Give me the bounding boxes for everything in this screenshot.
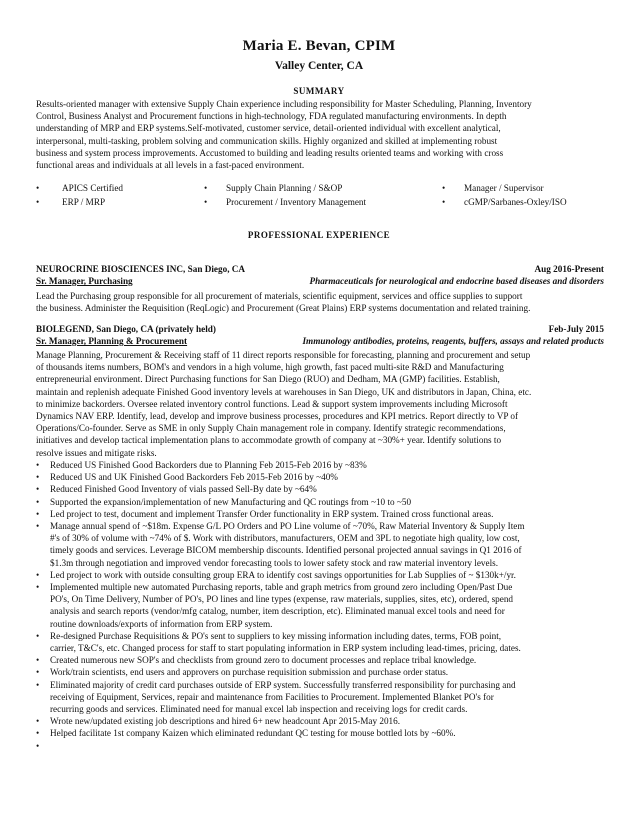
achievement-list [36, 459, 604, 751]
achievement-line: Led project to work with outside consulting group ERA to identify cost savings opportunities for Lab Supplies of ~ $130k+/yr. [50, 569, 516, 580]
job-description-line: to minimize backorders. Oversee related inventory control functions. Lead & support system improvements including Microsoft [36, 398, 508, 409]
skill-item: Supply Chain Planning / S&OP [226, 183, 343, 193]
achievement-line: recurring goods and services. Eliminated need for manual excel lab inspection and receiving logs for credit cards. [50, 704, 468, 715]
bullet-icon: • [36, 496, 40, 507]
candidate-location: Valley Center, CA [274, 60, 364, 72]
achievement-item [36, 483, 604, 495]
summary-line: functional areas and individuals at all levels in a fast-paced environment. [36, 160, 305, 171]
job-description-line: maintain and replenish adequate Finished Good inventory levels at warehouses in San Diego, UK and distributors in Japan, China, etc. [36, 386, 532, 397]
achievement-item [36, 496, 604, 508]
skills-list [36, 183, 604, 215]
bullet-icon: • [36, 183, 40, 193]
bullet-icon: • [36, 716, 40, 727]
skill-item: cGMP/Sarbanes-Oxley/ISO [464, 197, 567, 207]
bullet-icon: • [204, 183, 208, 193]
job-dates: Feb-July 2015 [548, 324, 604, 334]
job-description-line: entrepreneurial environment. Direct Purchasing functions for San Diego (RUO) and Dedham, MA (GMP) facilities. Establish, [36, 374, 500, 385]
experience-heading: PROFESSIONAL EXPERIENCE [247, 230, 391, 240]
job-description-line: the business. Administer the Requisition (ReqLogic) and Procurement (Great Plains) ERP systems documentation and related training. [36, 303, 531, 314]
job-description-line: initiatives and develop tactical implementation plans to accommodate growth of company at ~30%+ year. Identify solutions to [36, 435, 502, 446]
job-header [36, 264, 604, 276]
skill-item: ERP / MRP [62, 197, 106, 207]
achievement-item [36, 715, 604, 727]
achievement-line: PO's, On Time Delivery, Number of PO's, PO lines and line types (expense, raw materials, supplies, sites, etc), ordered, spend [50, 594, 514, 605]
achievement-line: Eliminated majority of credit card purchases outside of ERP system. Successfully transferred responsibility for purchasing and [50, 679, 516, 690]
achievement-item [36, 666, 604, 678]
summary-line: interpersonal, multi-tasking, problem solving and communication skills. Highly organized and skilled at implementing robust [36, 135, 498, 146]
skill-item: APICS Certified [62, 183, 123, 193]
achievement-line: Manage annual spend of ~$18m. Expense G/L PO Orders and PO Line volume of ~70%, Raw Material Inventory & Supply Item [50, 521, 525, 532]
achievement-line: #'s of 30% of volume with ~74% of $. Work with distributors, manufacturers, OEM and 3PL to negotiate high quality, low cost, [50, 533, 520, 544]
bullet-icon: • [36, 740, 40, 751]
summary-line: business and system process improvements. Accustomed to building and leading results oriented teams and working with cross [36, 147, 504, 158]
achievement-line: routine downloads/exports of information from ERP system. [50, 618, 273, 629]
achievement-item [36, 679, 604, 716]
achievement-line: Reduced Finished Good Inventory of vials passed Sell-By date by ~64% [50, 484, 317, 495]
achievement-line: Wrote new/updated existing job descriptions and hired 6+ new headcount Apr 2015-May 2016. [50, 716, 401, 727]
bullet-icon: • [36, 197, 40, 207]
achievement-item [36, 569, 604, 581]
achievement-line: analysis and search reports (vendor/mfg catalog, number, item description, etc). Eliminated manual excel tools and need for [50, 606, 505, 617]
achievement-item [36, 581, 604, 630]
job-description-line: Lead the Purchasing group responsible for all procurement of materials, scientific equipment, services and office supplies to support [36, 291, 523, 301]
bullet-icon: • [204, 197, 208, 207]
bullet-icon: • [36, 667, 40, 678]
achievement-line: Implemented multiple new automated Purchasing reports, table and graph metrics from ground zero including Open/Past Due [50, 582, 513, 593]
bullet-icon: • [36, 472, 40, 483]
bullet-icon: • [36, 679, 40, 690]
achievement-item [36, 727, 604, 739]
achievement-line: Re-designed Purchase Requisitions & PO's sent to suppliers to key missing information including dates, terms, FOB point, [50, 630, 502, 641]
achievement-line: Helped facilitate 1st company Kaizen which eliminated redundant QC testing for mouse bottled lots by ~60%. [50, 728, 456, 739]
job-description-line: resolve issues and mitigate risks. [36, 447, 157, 458]
summary-paragraph [36, 98, 604, 171]
skill-item: Manager / Supervisor [464, 183, 544, 193]
bullet-icon: • [36, 484, 40, 495]
achievement-item [36, 459, 604, 471]
bullet-icon: • [442, 197, 446, 207]
bullet-icon: • [36, 508, 40, 519]
bullet-icon: • [36, 655, 40, 666]
job-title: Sr. Manager, Planning & Procurement [36, 336, 188, 346]
bullet-icon: • [36, 582, 40, 593]
achievement-line: carrier, T&C's, etc. Changed process for staff to start populating information in ERP system including lead-times, pricing, dates. [50, 643, 521, 654]
achievement-line: timely goods and services. Leverage BICOM membership discounts. Identified personal projected annual savings in Q1 2016 of [50, 545, 522, 556]
job-header [36, 324, 604, 336]
achievement-item [36, 520, 604, 569]
job-description-line: Operations/Co-founder. Serve as SME in only Supply Chain management role in company. Identify strategic recommendations, [36, 423, 506, 434]
achievement-item [36, 630, 604, 654]
bullet-icon: • [36, 569, 40, 580]
job-dates: Aug 2016-Present [534, 264, 604, 274]
bullet-icon: • [36, 630, 40, 641]
job-industry: Immunology antibodies, proteins, reagents, buffers, assays and related products [302, 336, 604, 346]
summary-line: Results-oriented manager with extensive Supply Chain experience including responsibility for Master Scheduling, Planning, Inventory [36, 99, 532, 109]
job-company: NEUROCRINE BIOSCIENCES INC, San Diego, CA [36, 264, 246, 274]
achievement-line: $1.3m through negotiation and improved vendor forecasting tools to lower safety stock and raw material inventory levels. [50, 557, 499, 568]
achievement-line: Led project to test, document and implement Transfer Order functionality in ERP system. Trained cross functional areas. [50, 508, 494, 519]
job-description-line: of thousands items numbers, BOM's and vendors in a high volume, high growth, fast paced multi-site R&D and Manufacturing [36, 362, 504, 373]
job-description-line: Dynamics NAV ERP. Identify, lead, develop and improve business processes, procedures and KPI metrics. Report directly to VP of [36, 411, 519, 422]
job-description-line: Manage Planning, Procurement & Receiving staff of 11 direct reports responsible for forecasting, planning and procurement and setup [36, 350, 531, 360]
job-description [36, 349, 604, 459]
summary-line: Control, Business Analyst and Procurement functions in high-technology, FDA regulated manufacturing environments. In depth [36, 111, 507, 122]
bullet-icon: • [36, 521, 40, 532]
achievement-line: Reduced US Finished Good Backorders due to Planning Feb 2015-Feb 2016 by ~83% [50, 460, 367, 470]
achievement-line: Supported the expansion/implementation of new Manufacturing and QC routings from ~10 to ~50 [50, 496, 412, 507]
bullet-icon: • [36, 728, 40, 739]
job-description [36, 290, 604, 314]
candidate-name: Maria E. Bevan, CPIM [242, 38, 396, 54]
achievement-item [36, 508, 604, 520]
achievement-item [36, 471, 604, 483]
achievement-line: Created numerous new SOP's and checklists from ground zero to document processes and replace tribal knowledge. [50, 655, 477, 666]
job-subheader [36, 276, 604, 288]
achievement-line: receiving of Equipment, Services, repair and maintenance from Facilities to Procurement. Implemented Blanket PO's for [50, 691, 494, 702]
achievement-line: Work/train scientists, end users and approvers on purchase requisition submission and purchase order status. [50, 667, 449, 678]
job-title: Sr. Manager, Purchasing [36, 276, 133, 286]
job-subheader [36, 336, 604, 348]
job-industry: Pharmaceuticals for neurological and endocrine based diseases and disorders [309, 276, 604, 286]
summary-heading: SUMMARY [293, 86, 345, 96]
job-company: BIOLEGEND, San Diego, CA (privately held) [36, 324, 216, 334]
achievement-line: Reduced US and UK Finished Good Backorders Feb 2015-Feb 2016 by ~40% [50, 472, 338, 483]
bullet-icon: • [442, 183, 446, 193]
bullet-icon: • [36, 460, 40, 470]
skill-item: Procurement / Inventory Management [226, 197, 367, 207]
achievement-item [36, 654, 604, 666]
summary-line: understanding of MRP and ERP systems.Self-motivated, customer service, detail-oriented individual with excellent analytical, [36, 123, 501, 134]
